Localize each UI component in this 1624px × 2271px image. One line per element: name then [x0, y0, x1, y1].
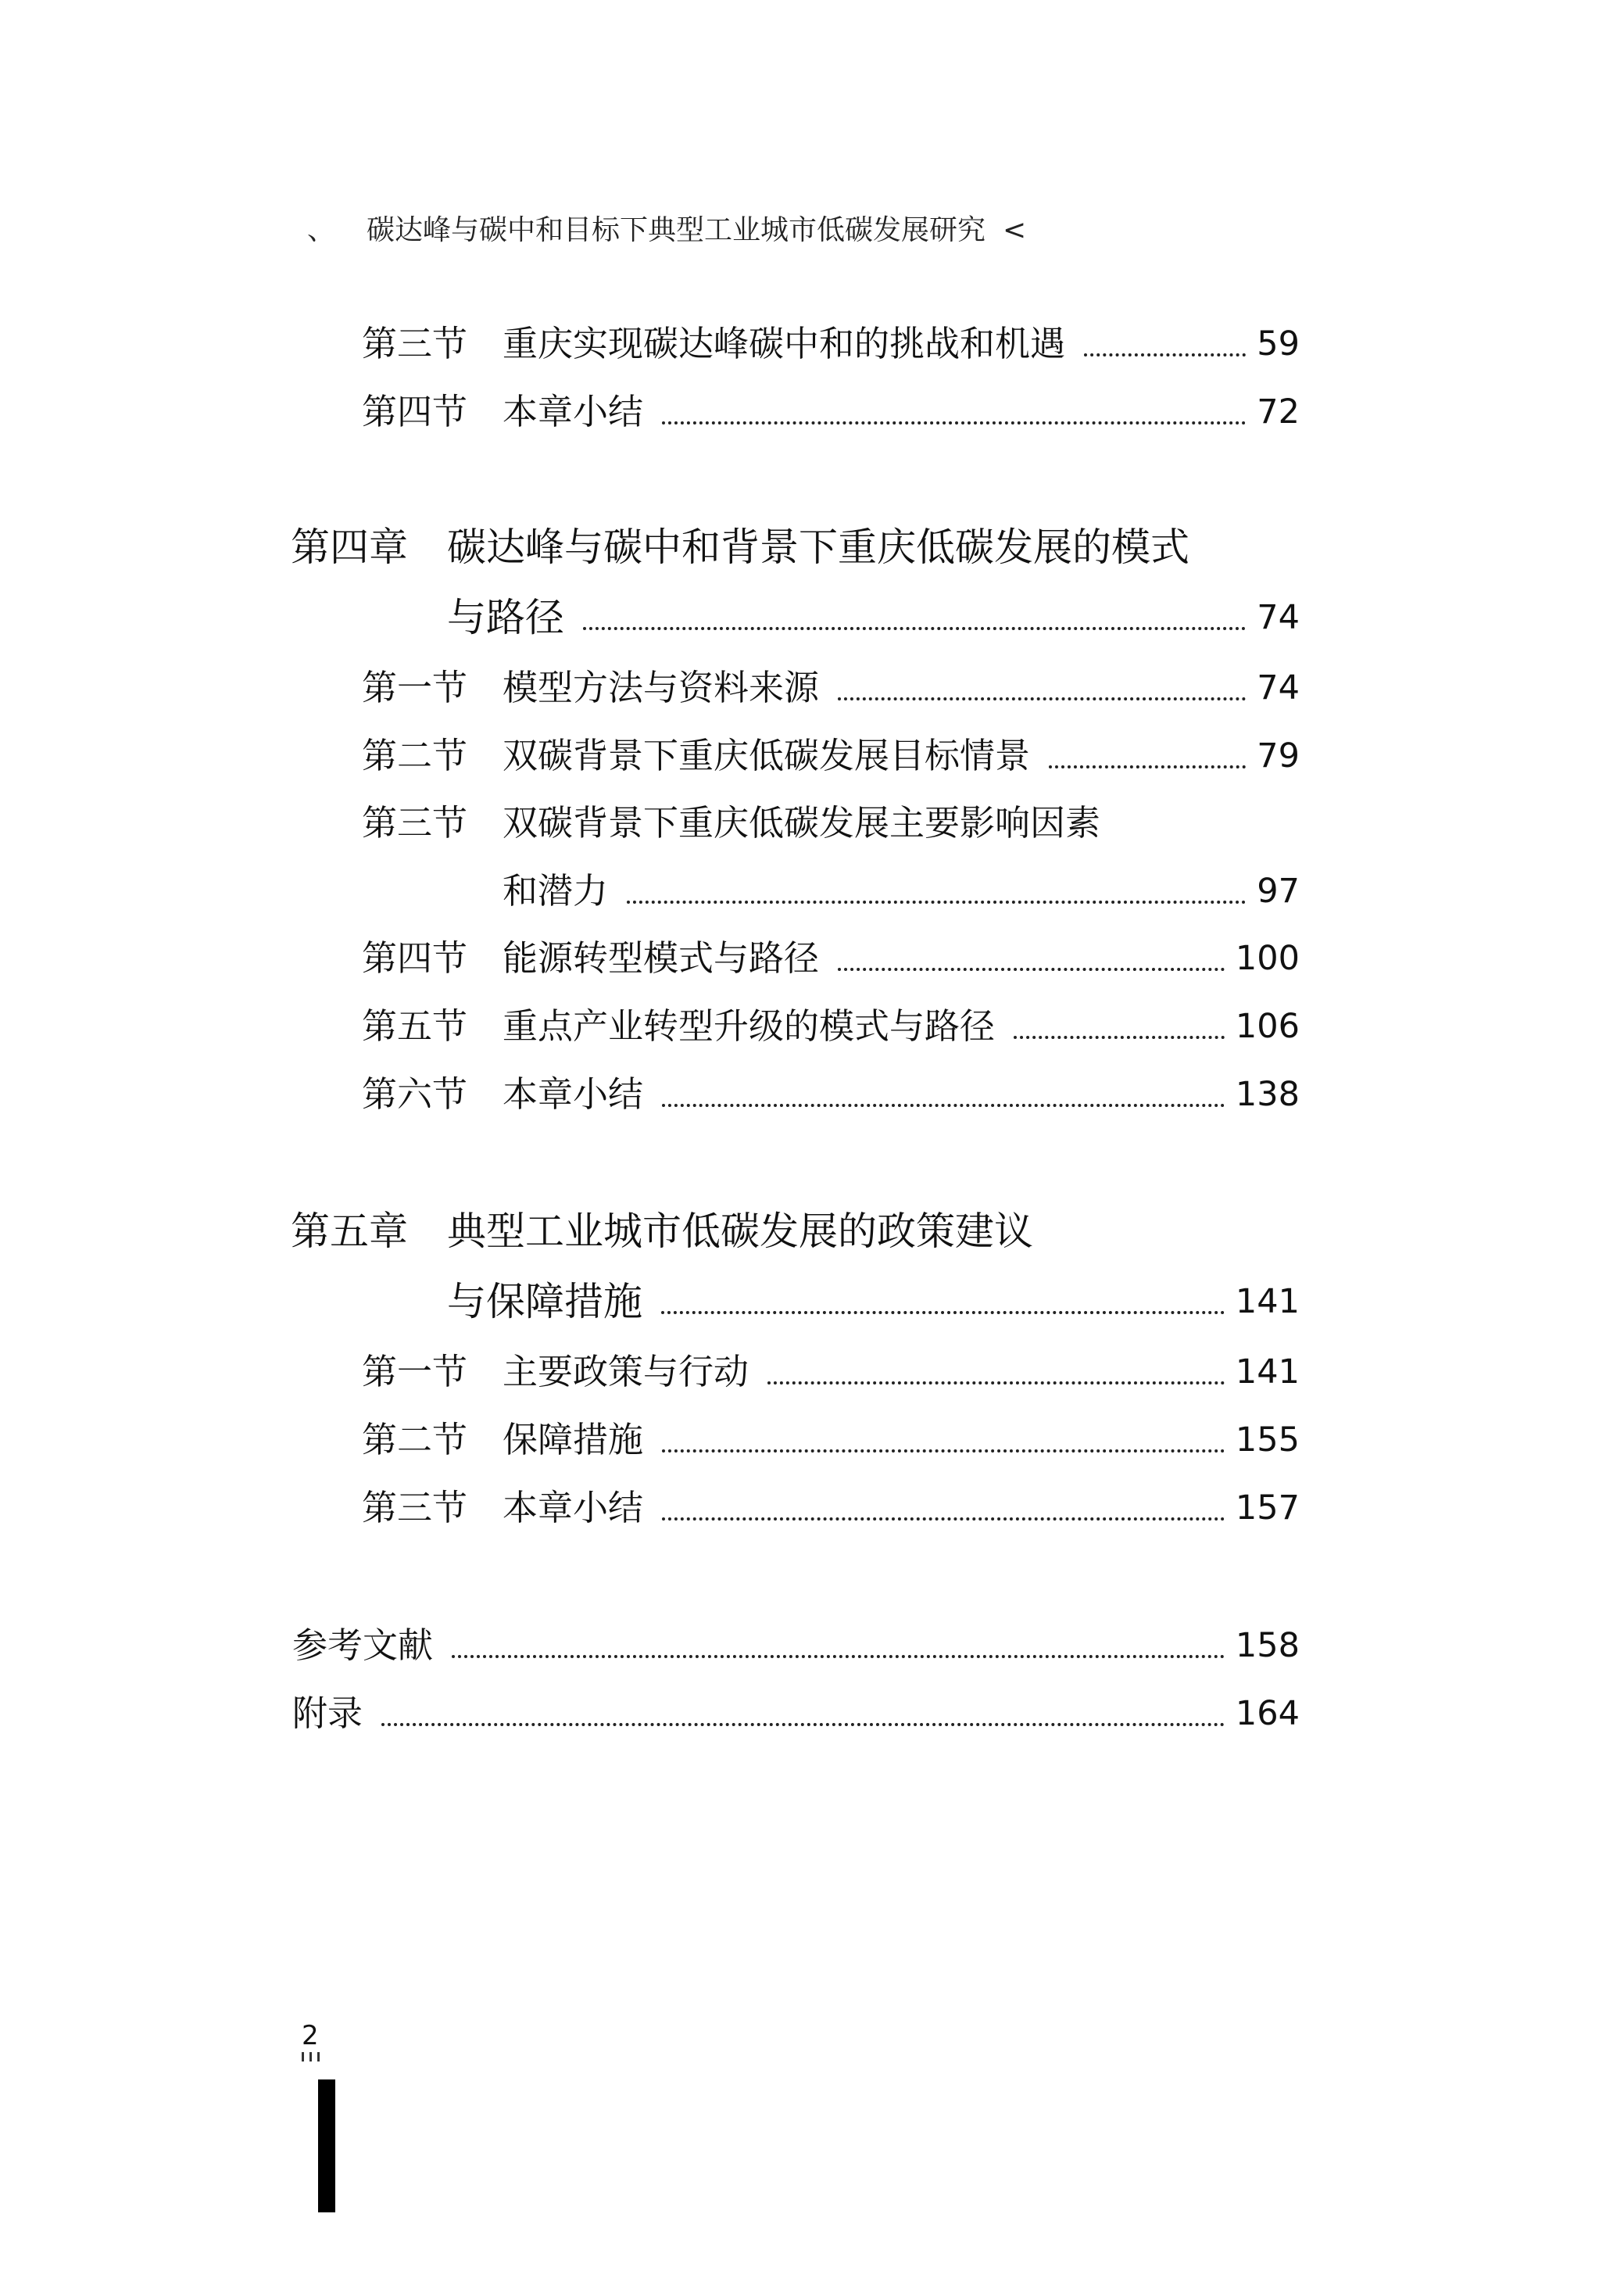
toc-section-label: 第六节: [362, 1073, 468, 1115]
toc-page: 155: [1235, 1420, 1300, 1460]
toc-section-label: 第二节: [362, 735, 468, 776]
toc-chapter[interactable]: [291, 524, 1307, 571]
toc-page: 72: [1257, 392, 1300, 432]
toc-title: 本章小结: [503, 1073, 644, 1115]
toc-chapter-label: 第五章: [291, 1209, 408, 1254]
toc-section-label: 第四节: [362, 391, 468, 432]
toc-title: 保障措施: [503, 1419, 644, 1460]
toc-entry-cont[interactable]: [503, 868, 1300, 915]
toc-title: 主要政策与行动: [503, 1351, 749, 1392]
toc-entry[interactable]: [362, 733, 1300, 779]
toc-section-label: 第一节: [362, 667, 468, 708]
toc-title: 能源转型模式与路径: [503, 937, 820, 979]
leader-dots: [661, 1311, 1225, 1314]
toc-title: 双碳背景下重庆低碳发展目标情景: [503, 735, 1031, 776]
leader-dots: [1084, 353, 1246, 356]
running-header: [307, 208, 1026, 248]
leader-dots: [381, 1723, 1225, 1726]
leader-dots: [662, 421, 1246, 424]
leader-dots: [1014, 1036, 1225, 1039]
page-number: 2: [302, 2020, 319, 2051]
leader-dots: [662, 1517, 1225, 1521]
header-mark: 、: [307, 214, 336, 246]
toc-page: 164: [1235, 1694, 1300, 1733]
toc-entry[interactable]: [362, 1417, 1300, 1463]
leader-dots: [583, 627, 1246, 630]
toc-page: 74: [1257, 668, 1300, 707]
toc-page: 106: [1235, 1007, 1300, 1046]
toc-page: 74: [1257, 598, 1300, 637]
toc-title-cont: 与路径: [447, 595, 564, 640]
leader-dots: [1049, 765, 1246, 768]
toc-section-label: 第三节: [362, 323, 468, 364]
toc-entry[interactable]: [362, 321, 1300, 367]
toc-title: 本章小结: [503, 391, 644, 432]
toc-title: 典型工业城市低碳发展的政策建议: [447, 1209, 1033, 1254]
leader-dots: [662, 1104, 1225, 1107]
toc-title-cont: 和潜力: [503, 870, 609, 912]
toc-entry-references[interactable]: [292, 1622, 1300, 1669]
toc-title: 模型方法与资料来源: [503, 667, 820, 708]
toc-page: 141: [1235, 1352, 1300, 1392]
toc-entry[interactable]: [362, 800, 1300, 847]
toc-page: 59: [1257, 324, 1300, 364]
toc-entry[interactable]: [362, 935, 1300, 982]
toc-section-label: 第五节: [362, 1005, 468, 1047]
header-title: 碳达峰与碳中和目标下典型工业城市低碳发展研究: [367, 214, 986, 246]
toc-title: 附录: [292, 1693, 363, 1734]
toc-section-label: 第二节: [362, 1419, 468, 1460]
toc-page: 100: [1235, 939, 1300, 978]
toc-entry[interactable]: [362, 1485, 1300, 1531]
toc-entry-appendix[interactable]: [292, 1690, 1300, 1737]
toc-page: 97: [1257, 872, 1300, 911]
toc-page: 141: [1235, 1282, 1300, 1321]
toc-chapter-cont[interactable]: [447, 1278, 1300, 1325]
toc-entry[interactable]: [362, 1003, 1300, 1050]
edge-bar: [318, 2079, 335, 2212]
toc-entry[interactable]: [362, 1071, 1300, 1118]
toc-section-label: 第三节: [362, 802, 468, 844]
leader-dots: [452, 1655, 1225, 1658]
toc-title: 参考文献: [292, 1624, 434, 1666]
toc-entry[interactable]: [362, 1349, 1300, 1395]
toc-entry[interactable]: [362, 664, 1300, 711]
leader-dots: [662, 1449, 1225, 1453]
toc-title: 双碳背景下重庆低碳发展主要影响因素: [503, 802, 1101, 844]
toc-entry[interactable]: [362, 389, 1300, 435]
toc-page: 158: [1235, 1626, 1300, 1665]
toc-title: 本章小结: [503, 1487, 644, 1528]
toc-title: 重庆实现碳达峰碳中和的挑战和机遇: [503, 323, 1066, 364]
leader-dots: [767, 1381, 1225, 1384]
toc-page: 79: [1257, 736, 1300, 776]
page-number-ticks: [300, 2052, 324, 2061]
toc-title-cont: 与保障措施: [447, 1279, 642, 1324]
toc-chapter[interactable]: [291, 1208, 1307, 1255]
toc-section-label: 第四节: [362, 937, 468, 979]
toc-section-label: 第三节: [362, 1487, 468, 1528]
toc-chapter-cont[interactable]: [447, 594, 1300, 641]
leader-dots: [838, 968, 1225, 971]
leader-dots: [627, 901, 1246, 904]
toc-page: 138: [1235, 1075, 1300, 1114]
toc-chapter-label: 第四章: [291, 525, 408, 570]
leader-dots: [838, 697, 1246, 700]
toc-title: 碳达峰与碳中和背景下重庆低碳发展的模式: [447, 525, 1189, 570]
header-arrow: <: [1003, 214, 1027, 246]
toc-title: 重点产业转型升级的模式与路径: [503, 1005, 996, 1047]
toc-page: 157: [1235, 1488, 1300, 1528]
toc-section-label: 第一节: [362, 1351, 468, 1392]
